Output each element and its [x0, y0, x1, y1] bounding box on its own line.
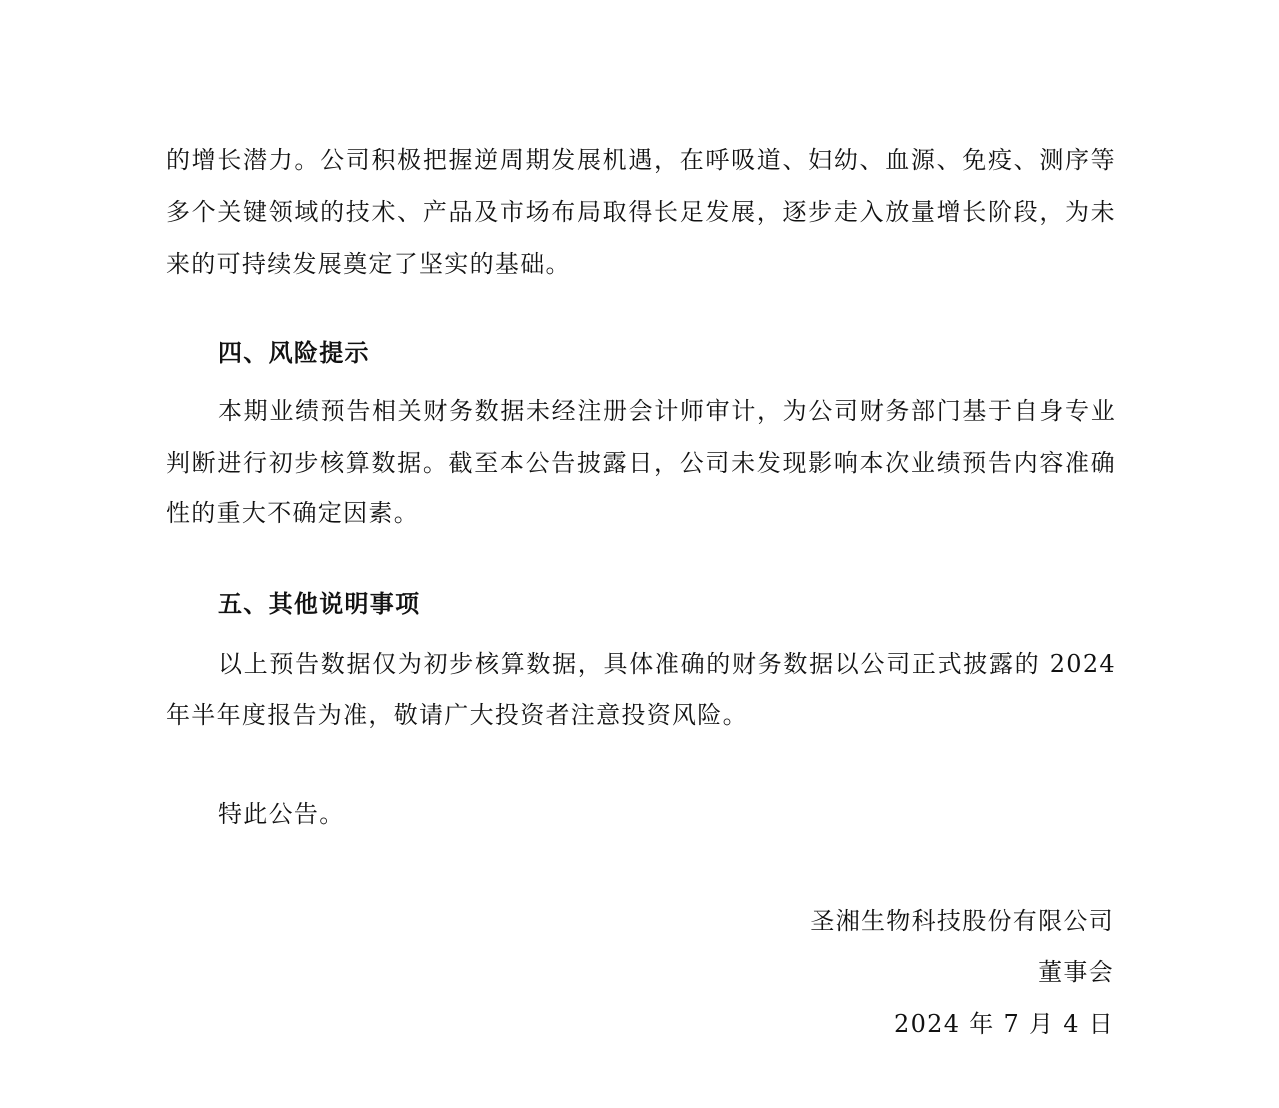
intro-line-1: 的增长潜力。公司积极把握逆周期发展机遇，在呼吸道、妇幼、血源、免疫、测序等 [166, 146, 1116, 174]
section-risk-heading: 四、风险提示 [218, 338, 370, 367]
other-line-2: 年半年度报告为准，敬请广大投资者注意投资风险。 [166, 701, 748, 729]
section-other-heading: 五、其他说明事项 [218, 589, 421, 618]
signature-date: 2024 年 7 月 4 日 [894, 1010, 1114, 1038]
signature-board: 董事会 [1038, 958, 1114, 986]
closing-statement: 特此公告。 [218, 800, 345, 828]
intro-line-3: 来的可持续发展奠定了坚实的基础。 [166, 250, 571, 278]
risk-line-2: 判断进行初步核算数据。截至本公告披露日，公司未发现影响本次业绩预告内容准确 [166, 449, 1116, 477]
other-line-1: 以上预告数据仅为初步核算数据，具体准确的财务数据以公司正式披露的 2024 [218, 650, 1116, 678]
risk-line-1: 本期业绩预告相关财务数据未经注册会计师审计，为公司财务部门基于自身专业 [218, 397, 1116, 425]
intro-line-2: 多个关键领域的技术、产品及市场布局取得长足发展，逐步走入放量增长阶段，为未 [166, 198, 1116, 226]
signature-company: 圣湘生物科技股份有限公司 [810, 907, 1114, 935]
risk-line-3: 性的重大不确定因素。 [166, 499, 419, 527]
